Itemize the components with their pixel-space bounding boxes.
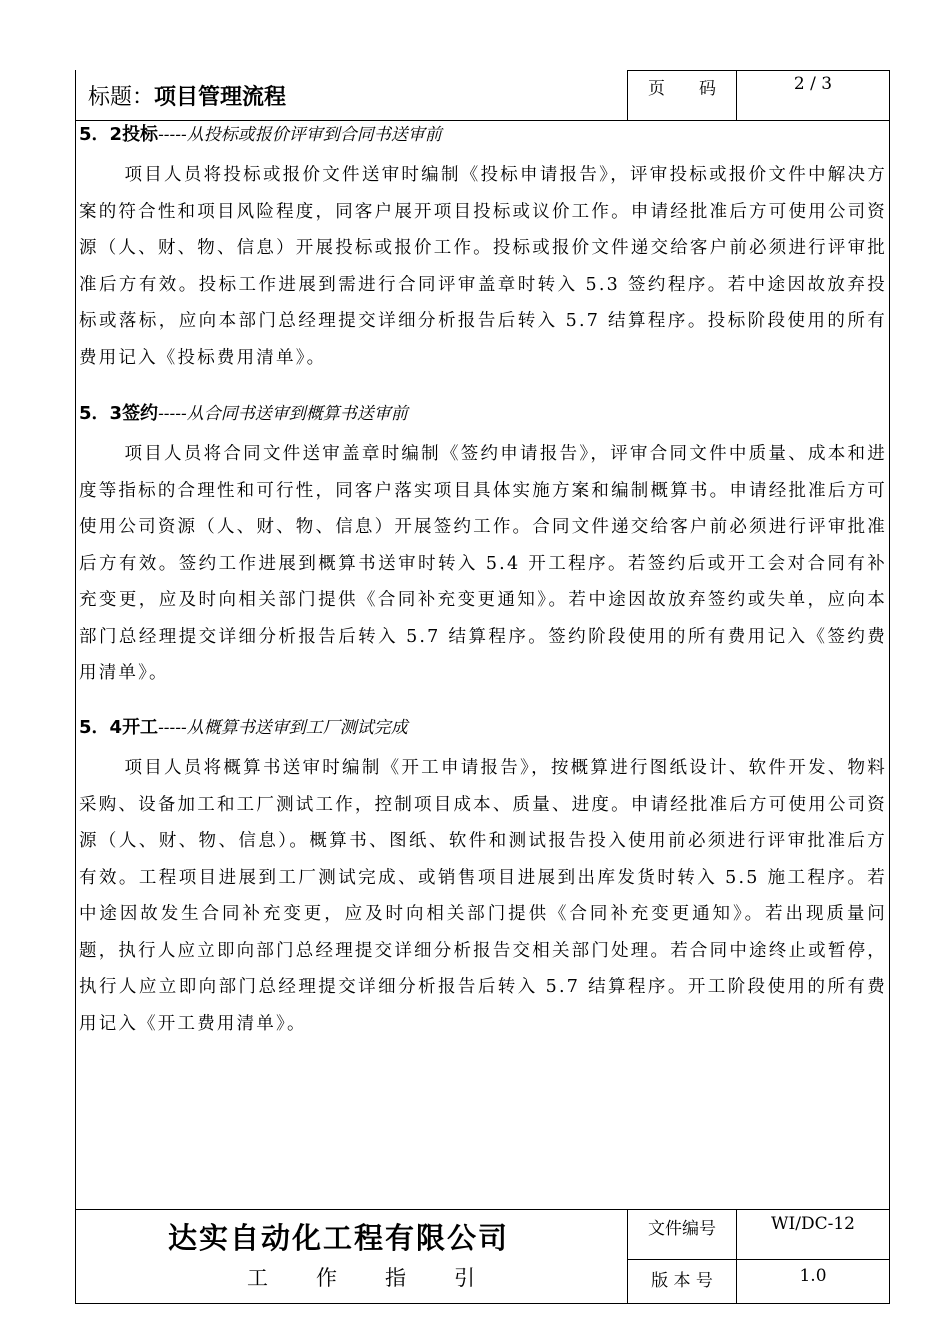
footer-top-border: [75, 1209, 890, 1210]
title-value: 项目管理流程: [154, 85, 287, 110]
section-number: 5．2: [79, 124, 123, 145]
document-type: 工作指引: [247, 1266, 523, 1290]
section-5-4: [79, 714, 887, 1042]
title-label: 标题：: [88, 85, 155, 110]
footer-col-divider-2: [736, 1209, 737, 1304]
section-number: 5．3: [79, 403, 123, 424]
section-name: 投标: [122, 124, 159, 145]
section-5-3: [79, 400, 887, 692]
section-name: 签约: [122, 403, 159, 424]
section-body: 项目人员将投标或报价文件送审时编制《投标申请报告》，评审投标或报价文件中解决方案的符合性和项目风险程度，同客户展开项目投标或议价工作。申请经批准后方可使用公司资源（人、财、物、信息）开展投标或报价工作。投标或报价文件递交给客户前必须进行评审批准后方有效。投标工作进展到需进行合同评审盖章时转入 5.3 签约程序。若中途因故放弃投标或落标，应向本部门总经理提交详细分析报告后转入 5.7 结算程序。投标阶段使用的所有费用记入《投标费用清单》。: [79, 165, 887, 368]
header-col-divider-2: [736, 70, 737, 120]
header-col-divider-1: [627, 70, 628, 120]
section-description: -----从概算书送审到工厂测试完成: [158, 718, 408, 738]
doc-number-value: WI/DC-12: [771, 1214, 855, 1234]
section-name: 开工: [122, 717, 159, 738]
section-5-2: [79, 121, 887, 376]
doc-number-label: 文件编号: [648, 1219, 716, 1239]
section-body: 项目人员将概算书送审时编制《开工申请报告》，按概算进行图纸设计、软件开发、物料采购、设备加工和工厂测试工作，控制项目成本、质量、进度。申请经批准后方可使用公司资源（人、财、物、信息）。概算书、图纸、软件和测试报告投入使用前必须进行评审批准后方有效。工程项目进展到工厂测试完成、或销售项目进展到出库发货时转入 5.5 施工程序。若中途因故发生合同补充变更，应及时向相关部门提供《合同补充变更通知》。若出现质量问题，执行人应立即向部门总经理提交详细分析报告交相关部门处理。若合同中途终止或暂停，执行人应立即向部门总经理提交详细分析报告后转入 5.7 结算程序。开工阶段使用的所有费用记入《开工费用清单》。: [79, 758, 887, 1034]
page-label: 页 码: [648, 79, 716, 99]
page-title: [88, 80, 286, 111]
section-heading: [79, 714, 887, 742]
section-heading: [79, 121, 887, 149]
section-heading: [79, 400, 887, 428]
footer-row-divider: [627, 1259, 890, 1260]
section-description: -----从投标或报价评审到合同书送审前: [158, 125, 442, 145]
company-name: 达实自动化工程有限公司: [168, 1221, 510, 1255]
header-top-border: [627, 70, 890, 71]
section-body: 项目人员将合同文件送审盖章时编制《签约申请报告》，评审合同文件中质量、成本和进度等指标的合理性和可行性，同客户落实项目具体实施方案和编制概算书。申请经批准后方可使用公司资源（人、财、物、信息）开展签约工作。合同文件递交给客户前必须进行评审批准后方有效。签约工作进展到概算书送审时转入 5.4 开工程序。若签约后或开工会对合同有补充变更，应及时向相关部门提供《合同补充变更通知》。若中途因故放弃签约或失单，应向本部门总经理提交详细分析报告后转入 5.7 结算程序。签约阶段使用的所有费用记入《签约费用清单》。: [79, 444, 887, 683]
section-number: 5．4: [79, 717, 123, 738]
page-number: 2 / 3: [793, 74, 833, 94]
version-value: 1.0: [799, 1266, 827, 1286]
footer-col-divider-1: [627, 1209, 628, 1304]
version-label: 版 本 号: [651, 1271, 713, 1291]
section-description: -----从合同书送审到概算书送审前: [158, 404, 408, 424]
